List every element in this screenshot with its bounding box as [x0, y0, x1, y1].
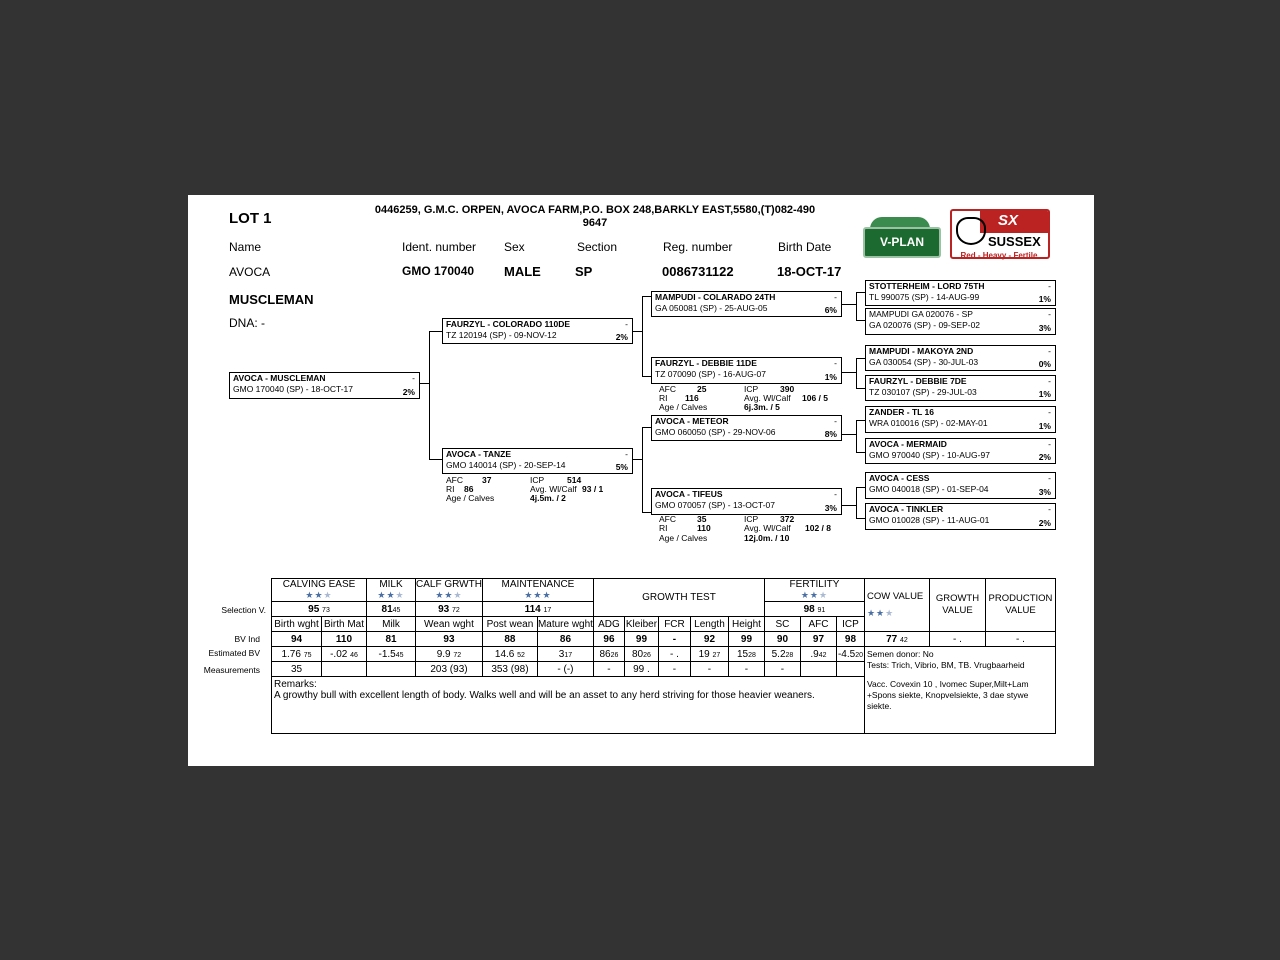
- star-icon: ★: [453, 590, 463, 600]
- meas-cell: 353 (98): [482, 662, 537, 677]
- ebv-cell: -.02 46: [322, 647, 367, 662]
- connector: [856, 420, 857, 452]
- ebv-cell: 14.6 52: [482, 647, 537, 662]
- fertility-selection: 98 91: [764, 602, 864, 617]
- calf-growth-selection: 93 72: [416, 602, 483, 617]
- pedigree-dam-sire: AVOCA - METEOR - GMO 060050 (SP) - 29-NOV-06 8%: [651, 415, 842, 441]
- ebv-cell: 19 27: [690, 647, 728, 662]
- trait-label: AFC: [800, 617, 836, 632]
- connector: [429, 331, 430, 459]
- animal-birth: 18-OCT-17: [777, 264, 842, 279]
- bv-row-label: BV Ind: [234, 634, 260, 644]
- bv-ind-row: [272, 632, 1056, 647]
- connector: [842, 505, 856, 506]
- bv-cell: 97: [800, 632, 836, 647]
- meas-cell: 203 (93): [416, 662, 483, 677]
- growth-test-header: GROWTH TEST: [593, 579, 764, 617]
- star-icon: ★: [314, 590, 324, 600]
- connector: [633, 459, 642, 460]
- growth-value-header: GROWTH VALUE: [929, 579, 985, 632]
- bv-cell: 110: [322, 632, 367, 647]
- calving-ease-header: CALVING EASE ★★★: [272, 579, 367, 602]
- bv-cell: 99: [624, 632, 658, 647]
- pedigree-sire-sire: MAMPUDI - COLARADO 24TH - GA 050081 (SP) - 25-AUG-05 6%: [651, 291, 842, 317]
- pedigree-sss: STOTTERHEIM - LORD 75TH - TL 990075 (SP) - 14-AUG-99 1%: [865, 280, 1056, 306]
- connector: [642, 512, 651, 513]
- fertility-header: FERTILITY ★★★: [764, 579, 864, 602]
- star-icon: ★: [323, 590, 333, 600]
- trait-label: ICP: [836, 617, 864, 632]
- star-icon: ★: [533, 590, 543, 600]
- bv-cell: 90: [764, 632, 800, 647]
- trait-label: Birth wght: [272, 617, 322, 632]
- ebv-cell: -1.545: [367, 647, 416, 662]
- animal-ident: GMO 170040: [402, 264, 475, 278]
- cow-value-cell: 77 42: [864, 632, 929, 647]
- bv-cell: 98: [836, 632, 864, 647]
- connector: [842, 304, 856, 305]
- animal-section: SP: [575, 264, 593, 279]
- ebv-cell: 1.76 75: [272, 647, 322, 662]
- sussex-tagline: Red - Heavy - Fertile: [960, 251, 1038, 260]
- connector: [842, 372, 856, 373]
- pedigree-sire-dam: FAURZYL - DEBBIE 11DE - TZ 070090 (SP) - 16-AUG-07 1%: [651, 357, 842, 384]
- animal-title: MUSCLEMAN: [229, 292, 314, 307]
- calving-ease-selection: 95 73: [272, 602, 367, 617]
- star-icon: ★: [876, 608, 886, 618]
- reg-label: Reg. number: [663, 240, 733, 254]
- trait-label: SC: [764, 617, 800, 632]
- trait-label: ADG: [593, 617, 624, 632]
- pedigree-self: AVOCA - MUSCLEMAN - GMO 170040 (SP) - 18-OCT-17 2%: [229, 372, 420, 399]
- maintenance-stars: [483, 590, 593, 601]
- trait-label: Mature wght: [537, 618, 593, 630]
- remarks-cell: [272, 677, 865, 734]
- bv-cell: 81: [367, 632, 416, 647]
- growth-value-cell: - .: [929, 632, 985, 647]
- connector: [856, 292, 865, 293]
- star-icon: ★: [809, 590, 819, 600]
- vplan-logo: V-PLAN: [863, 227, 941, 258]
- connector: [856, 358, 865, 359]
- star-icon: ★: [866, 608, 877, 618]
- connector: [856, 487, 865, 488]
- pedigree-sds: MAMPUDI - MAKOYA 2ND - GA 030054 (SP) - 30-JUL-03 0%: [865, 345, 1056, 371]
- ebv-cell: -4.520: [837, 648, 863, 660]
- connector: [856, 452, 865, 453]
- cow-value-header: COW VALUE ★★★: [864, 579, 929, 632]
- trait-label: Post wean: [482, 617, 537, 632]
- connector: [856, 320, 865, 321]
- bv-cell: 94: [272, 632, 322, 647]
- connector: [642, 296, 643, 376]
- sussex-logo-word: SUSSEX: [988, 234, 1041, 249]
- pedigree-ssd: MAMPUDI GA 020076 - SP - GA 020076 (SP) - 09-SEP-02 3%: [865, 308, 1056, 335]
- connector: [429, 459, 442, 460]
- calf-growth-header: CALF GRWTH ★★★: [416, 579, 482, 600]
- meas-cell: -: [690, 662, 728, 677]
- meas-cell: [800, 662, 836, 677]
- pedigree-dam-dam: AVOCA - TIFEUS - GMO 070057 (SP) - 13-OCT-07 3%: [651, 488, 842, 515]
- ebv-cell: 8626: [593, 647, 624, 662]
- ebv-cell: .942: [800, 647, 836, 662]
- remarks-text: A growthy bull with excellent length of body. Walks well and will be an asset to any herd striving for those heavier weaners.: [274, 690, 815, 701]
- cow-head-icon: [956, 217, 986, 245]
- name-label: Name: [229, 240, 262, 254]
- vaccinations: Vacc. Covexin 10 , Ivomec Super,Milt+Lam +Spons siekte, Knopvelsiekte, 3 dae stywe siekte.: [866, 679, 1029, 711]
- star-icon: ★: [524, 590, 534, 600]
- meas-cell: -: [728, 662, 764, 677]
- meas-cell: 99 .: [624, 662, 658, 677]
- meas-cell: -: [658, 662, 690, 677]
- ebv-cell: 5.228: [764, 647, 800, 662]
- connector: [856, 292, 857, 320]
- maintenance-selection: 114 17: [482, 602, 593, 617]
- production-value-cell: - .: [985, 632, 1055, 647]
- birth-label: Birth Date: [778, 240, 832, 254]
- meas-cell: -: [593, 662, 624, 677]
- pedigree-dsd: AVOCA - MERMAID - GMO 970040 (SP) - 10-AUG-97 2%: [865, 438, 1056, 464]
- bv-cell: -: [658, 632, 690, 647]
- bv-cell: 99: [728, 632, 764, 647]
- tests: Tests: Trich, Vibrio, BM, TB. Vrugbaarheid: [866, 660, 1025, 670]
- pedigree-sdd: FAURZYL - DEBBIE 7DE - TZ 030107 (SP) - 29-JUL-03 1%: [865, 375, 1056, 401]
- notes-cell: [864, 647, 1055, 734]
- connector: [420, 383, 429, 384]
- connector: [642, 376, 651, 377]
- fertility-stars: [765, 590, 864, 601]
- milk-stars: [367, 590, 415, 601]
- milk-selection: 8145: [367, 602, 416, 617]
- bv-cell: 96: [593, 632, 624, 647]
- calf-growth-stars: [416, 590, 482, 601]
- connector: [633, 331, 642, 332]
- selection-row-label: Selection V.: [221, 605, 266, 615]
- animal-sex: MALE: [504, 264, 541, 279]
- trait-label: FCR: [658, 617, 690, 632]
- bv-cell: 93: [416, 632, 483, 647]
- bv-cell: 88: [482, 632, 537, 647]
- star-icon: ★: [386, 590, 396, 600]
- ebv-cell: 317: [537, 647, 593, 662]
- ebv-row-label: Estimated BV: [208, 648, 260, 658]
- pedigree-dds: AVOCA - CESS - GMO 040018 (SP) - 01-SEP-04 3%: [865, 472, 1056, 499]
- breeder-address: 0446259, G.M.C. ORPEN, AVOCA FARM,P.O. BOX 248,BARKLY EAST,5580,(T)082-490 9647: [374, 204, 816, 229]
- sussex-logo-mark: SX: [998, 212, 1019, 229]
- section-label: Section: [577, 240, 618, 254]
- trait-label: Wean wght: [416, 617, 483, 632]
- performance-table: [271, 578, 1056, 734]
- star-icon: ★: [800, 590, 810, 600]
- ebv-cell: 1528: [728, 647, 764, 662]
- bv-cell: 86: [537, 632, 593, 647]
- remarks-label: Remarks:: [274, 679, 317, 690]
- connector: [856, 420, 865, 421]
- semen-donor: Semen donor: No: [866, 649, 934, 659]
- connector: [856, 518, 865, 519]
- connector: [429, 331, 442, 332]
- calving-ease-stars: [272, 590, 366, 601]
- meas-cell: [367, 662, 416, 677]
- connector: [856, 487, 857, 518]
- meas-cell: [322, 662, 367, 677]
- animal-name: AVOCA: [229, 265, 271, 279]
- star-icon: ★: [444, 590, 454, 600]
- ident-label: Ident. number: [402, 240, 477, 254]
- star-icon: ★: [435, 590, 445, 600]
- ebv-cell: 9.9 72: [416, 647, 483, 662]
- star-icon: ★: [305, 590, 315, 600]
- connector: [856, 388, 865, 389]
- star-icon: ★: [395, 590, 405, 600]
- pedigree-dss: ZANDER - TL 16 - WRA 010016 (SP) - 02-MAY-01 1%: [865, 406, 1056, 433]
- catalogue-card: LOT 1 0446259, G.M.C. ORPEN, AVOCA FARM,P.O. BOX 248,BARKLY EAST,5580,(T)082-490 9647 V-PLAN SX SUSSEX Red - Heavy - Fertile Name Ident. number Sex Section Reg. number Birth Date AVOCA GMO 170040 MALE SP 0086731122 18-OCT-17 MUSCLEMAN DNA: - AVOCA - MUSCLEMAN - GMO 170040 (SP) - 18-OCT-17 2% FAURZYL - COLORADO 110DE - TZ 120194 (SP) - 09-NOV-12 2% AVOCA - TANZE - GMO 140014 (SP) - 20-SEP-14 5% AFC 37 ICP 514 RI 86 Avg. Wl/Calf 93 / 1 Age / Calves 4j.5m. / 2 MAMPUDI - COLARADO 24TH - GA 050081 (SP) - 25-AUG-05 6% FAURZYL - DEBBIE 11DE - TZ 070090 (SP) - 16-AUG-07 1% AFC 25 ICP 390 RI 116 Avg. Wl/Calf 106 / 5 Age / Calves 6j.3m. / 5 AVOCA - METEOR - GMO 060050 (SP) - 29-NOV-06 8% AVOCA - TIFEUS - GMO 070057 (SP) - 13-OCT-07 3% AFC 35 ICP 372 RI 110 Avg. Wl/Calf 102 / 8 Age / Calves 12j.0m. / 10 STOTTERHEIM - LORD 75TH - TL 990075 (SP) - 14-AUG-99 1% MAMPUDI GA 020076 - SP - GA 020076 (SP) - 09-SEP-02 3% MAMPUDI - MAKOYA 2ND - GA 030054 (SP) - 30-JUL-03 0% FAURZYL - DEBBIE 7DE - TZ 030107 (SP) - 29-JUL-03 1% ZANDER - TL 16 - WRA 010016 (SP) - 02-MAY-01 1% AVOCA - MERMAID - GMO 970040 (SP) - 10-AUG-97 2% AVOCA - CESS - GMO 040018 (SP) - 01-SEP-04 3% AVOCA - TINKLER - GMO 010028 (SP) - 11-AUG-01 2% Selection V. BV Ind Estimated BV Measurements CALVING EASE ★★★ MILK ★★★ CALF GRWTH ★★★ MAINTENANCE ★★★ GROWTH TEST FERTILITY ★★★ COW VALUE ★★★ GROWTH VALUE PRODUCTION VALUE 95 73 8145 93 72 114 17 98 91 Birth wght Birth Mat Milk Wean wght Post wean Mature wght ADG Kleiber FCR Length Height SC AFC ICP 94 110 81 93 88 86 96 99 - 92 99 90 97 98 77 42 - . - . 1.76 75 -.02 46 -1.545 9.9 72 14.6 52 317 8626 8026 - . 19 27 1528 5.228 .942 -4.520 Semen donor: No Tests: Trich, Vibrio, BM, TB. Vrugbaarheid Vacc. Covexin 10 , Ivomec Super,Milt+Lam +Spons siekte, Knopvelsiekte, 3 dae stywe siekte. 35 203 (93) 353 (98) - (-) - 99 . - - - - Remarks: A growthy bull with excellent length of body. Walks well and will be an asset to any herd striving for those heavier weaners.: [188, 195, 1094, 766]
- connector: [856, 358, 857, 388]
- ebv-row: [272, 647, 1056, 662]
- meas-row-label: Measurements: [203, 665, 260, 675]
- trait-label: Kleiber: [625, 618, 658, 630]
- bv-cell: 92: [690, 632, 728, 647]
- sex-label: Sex: [504, 240, 525, 254]
- meas-cell: - (-): [537, 662, 593, 677]
- lot-number: LOT 1: [229, 210, 272, 227]
- ebv-cell: - .: [658, 647, 690, 662]
- cow-value-stars: [867, 608, 929, 619]
- meas-cell: 35: [272, 662, 322, 677]
- pedigree-dam: AVOCA - TANZE - GMO 140014 (SP) - 20-SEP-14 5%: [442, 448, 633, 474]
- connector: [642, 427, 643, 512]
- connector: [642, 427, 651, 428]
- meas-cell: -: [764, 662, 800, 677]
- milk-header: MILK ★★★: [367, 579, 416, 602]
- star-icon: ★: [885, 608, 895, 618]
- trait-label: Birth Mat: [322, 617, 367, 632]
- maintenance-header: MAINTENANCE ★★★: [482, 579, 593, 602]
- production-value-header: PRODUCTION VALUE: [985, 579, 1055, 632]
- star-icon: ★: [377, 590, 387, 600]
- star-icon: ★: [542, 590, 552, 600]
- trait-label: Milk: [367, 617, 416, 632]
- dna-status: DNA: -: [229, 316, 265, 330]
- trait-label: Height: [728, 617, 764, 632]
- pedigree-sire: FAURZYL - COLORADO 110DE - TZ 120194 (SP) - 09-NOV-12 2%: [442, 318, 633, 344]
- connector: [842, 434, 856, 435]
- star-icon: ★: [819, 590, 829, 600]
- animal-reg: 0086731122: [662, 264, 734, 279]
- ebv-cell: 8026: [624, 647, 658, 662]
- connector: [642, 296, 651, 297]
- meas-cell: [836, 662, 864, 677]
- pedigree-ddd: AVOCA - TINKLER - GMO 010028 (SP) - 11-AUG-01 2%: [865, 503, 1056, 530]
- trait-label: Length: [690, 617, 728, 632]
